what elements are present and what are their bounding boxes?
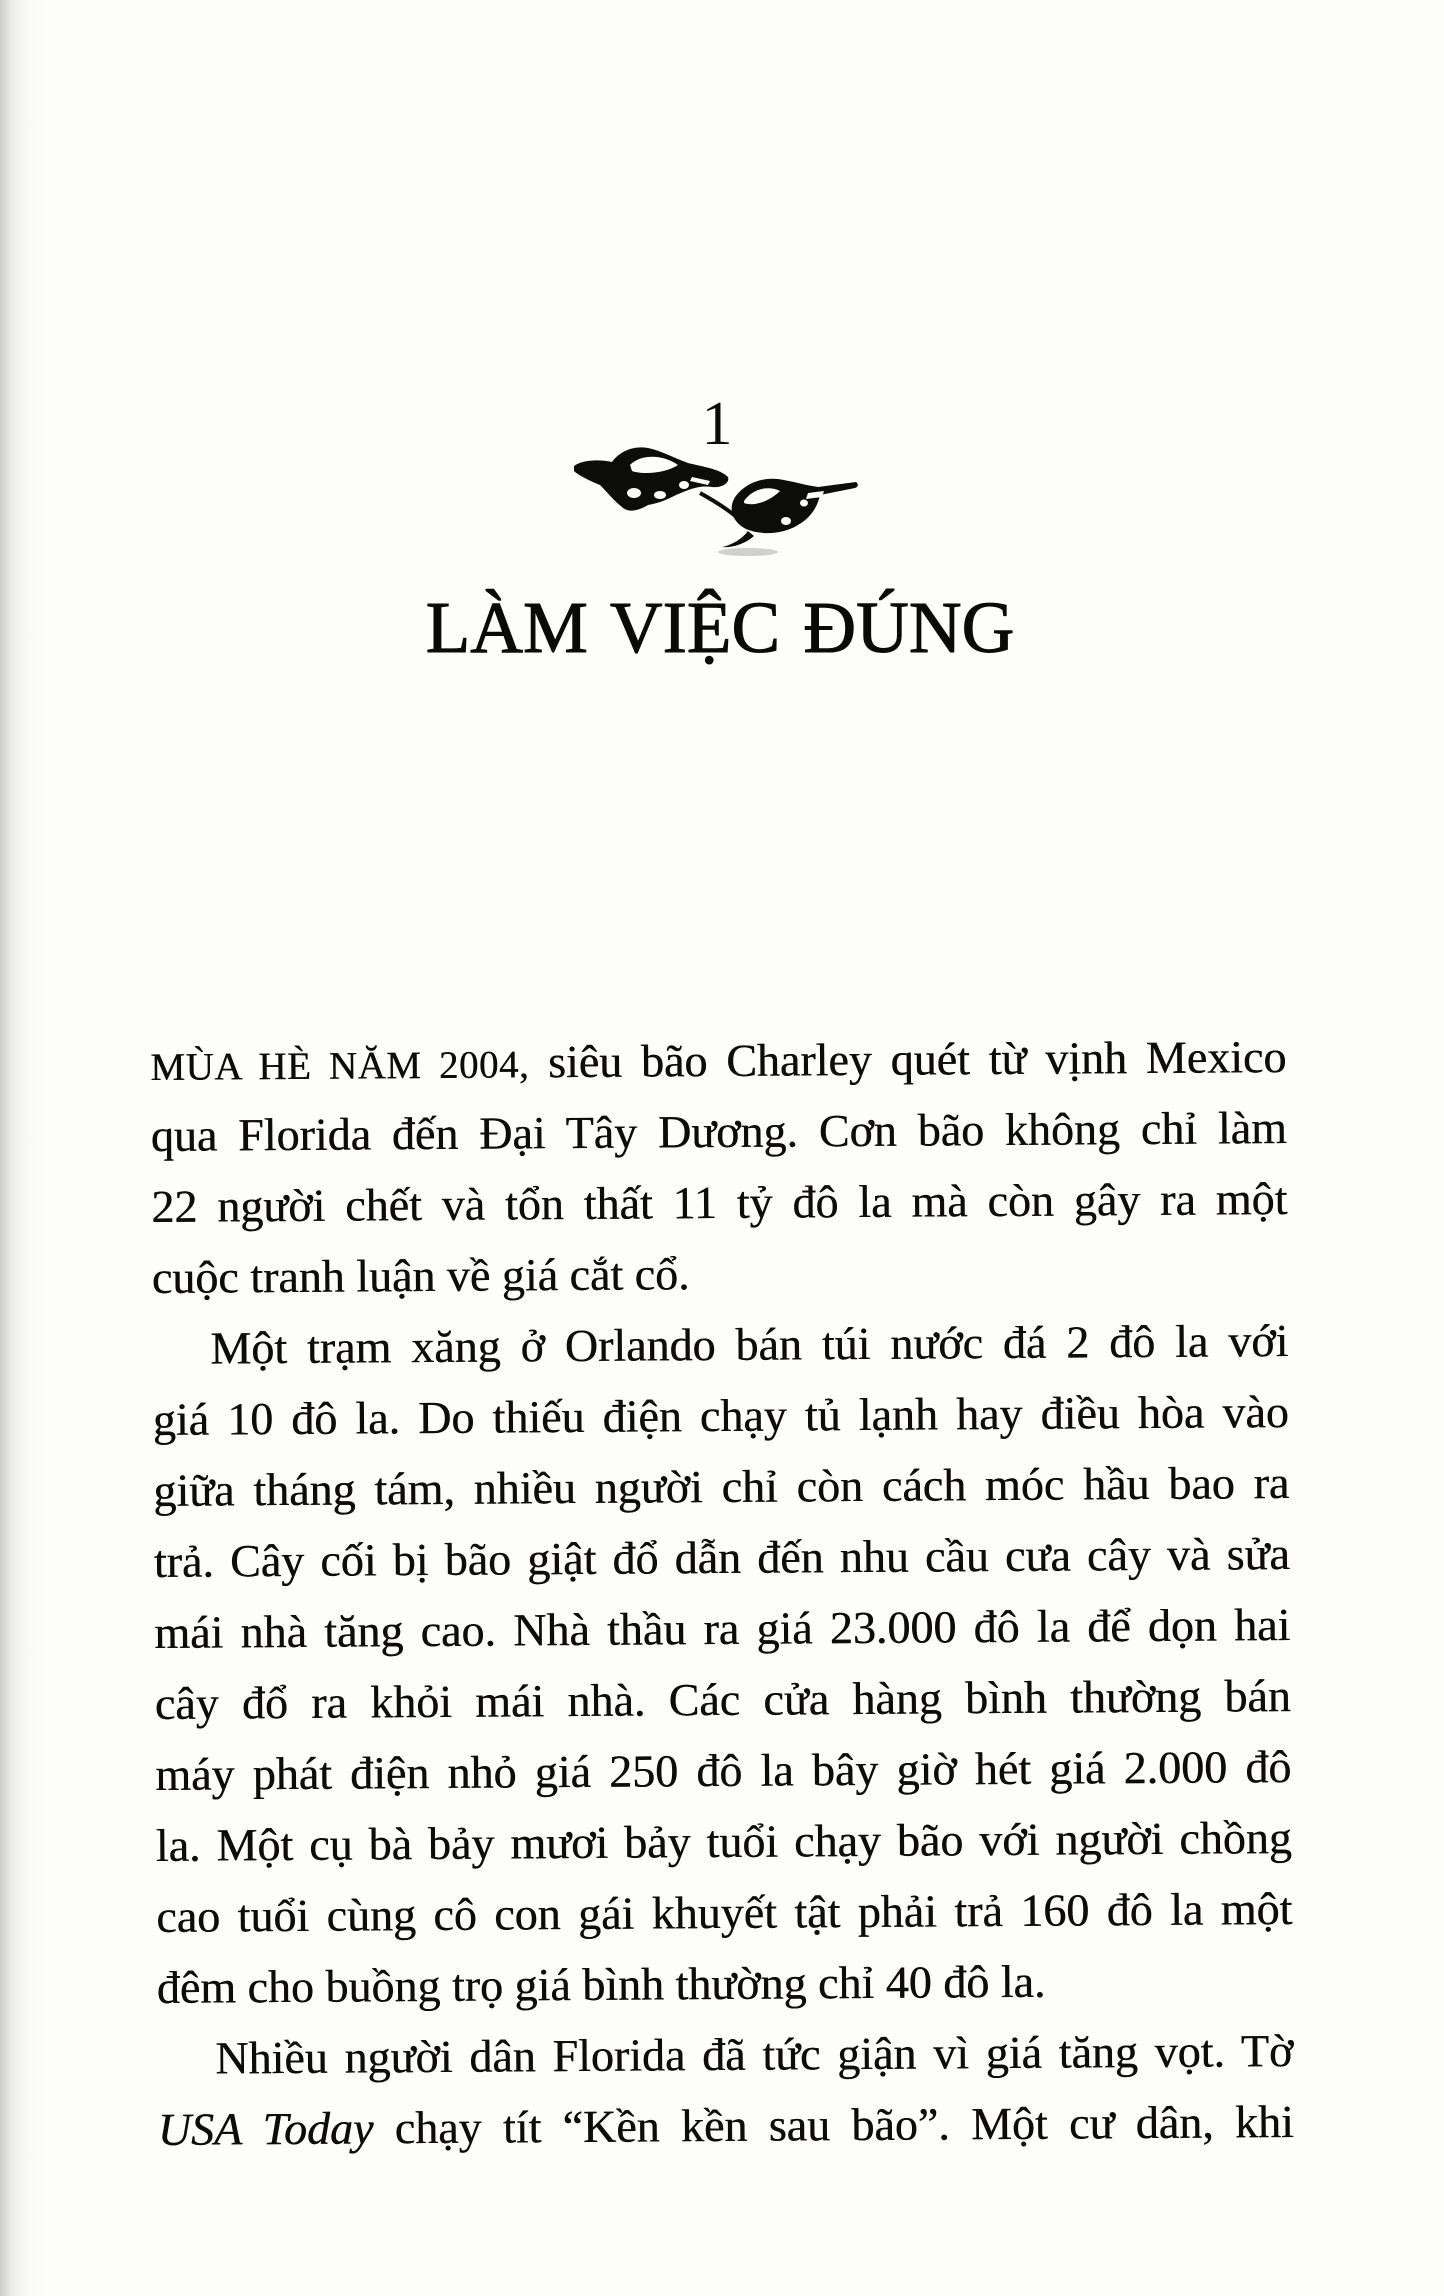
chapter-ornament-icon — [572, 441, 862, 558]
line-text: máy phát điện nhỏ giá 250 đô la bây giờ hét giá 2.000 đô — [155, 1741, 1292, 1800]
chapter-number: 1 — [701, 390, 733, 458]
line-text: trả. Cây cối bị bão giật đổ dẫn đến nhu cầu cưa cây và sửa — [153, 1528, 1290, 1587]
line-text: qua Florida đến Đại Tây Dương. Cơn bão không chỉ làm — [150, 1102, 1287, 1161]
line-text: la. Một cụ bà bảy mươi bảy tuổi chạy bão với người chồng — [155, 1812, 1292, 1871]
page-edge-shadow — [0, 0, 60, 2296]
text-line — [155, 1660, 1291, 1739]
text-line — [157, 2015, 1293, 2094]
text-line — [153, 1376, 1289, 1455]
line-text: 22 người chết và tổn thất 11 tỷ đô la mà còn gây ra một — [151, 1173, 1288, 1232]
line-text: siêu bão Charley quét từ vịnh Mexico — [528, 1031, 1287, 1088]
text-line — [150, 1021, 1286, 1100]
text-line — [156, 1802, 1292, 1881]
line-text: đêm cho buồng trọ giá bình thường chỉ 40 đô la. — [156, 1955, 1046, 2013]
text-line — [151, 1092, 1287, 1171]
line-text: cuộc tranh luận về giá cắt cổ. — [151, 1248, 690, 1303]
text-line — [153, 1447, 1289, 1526]
line-text: cây đổ ra khỏi mái nhà. Các cửa hàng bình thường bán — [154, 1670, 1291, 1729]
text-line — [151, 1163, 1287, 1242]
text-line — [155, 1731, 1291, 1810]
text-line — [154, 1518, 1290, 1597]
body-text — [150, 1021, 1294, 2165]
line-text: chạy tít “Kền kền sau bão”. Một cư dân, khi — [373, 2096, 1294, 2154]
line-text: mái nhà tăng cao. Nhà thầu ra giá 23.000 đô la để dọn hai — [154, 1599, 1291, 1658]
line-text: cao tuổi cùng cô con gái khuyết tật phải trả 160 đô la một — [156, 1883, 1293, 1942]
line-text: giữa tháng tám, nhiều người chỉ còn cách móc hầu bao ra — [153, 1457, 1290, 1516]
text-line — [157, 2086, 1293, 2165]
text-line — [154, 1589, 1290, 1668]
line-text: Một trạm xăng ở Orlando bán túi nước đá 2 đô la với — [210, 1315, 1289, 1374]
text-line — [156, 1873, 1292, 1952]
chapter-title: LÀM VIỆC ĐÚNG — [425, 587, 1015, 668]
lead-in-small-caps: MÙA HÈ NĂM 2004, — [150, 1043, 530, 1089]
text-line — [152, 1305, 1288, 1384]
line-text: Nhiều người dân Florida đã tức giận vì giá tăng vọt. Tờ — [215, 2025, 1294, 2084]
line-text: giá 10 đô la. Do thiếu điện chạy tủ lạnh hay điều hòa vào — [152, 1386, 1289, 1445]
newspaper-name-italic: USA Today — [157, 2102, 374, 2155]
text-line — [156, 1944, 1292, 2023]
text-line — [152, 1234, 1288, 1313]
